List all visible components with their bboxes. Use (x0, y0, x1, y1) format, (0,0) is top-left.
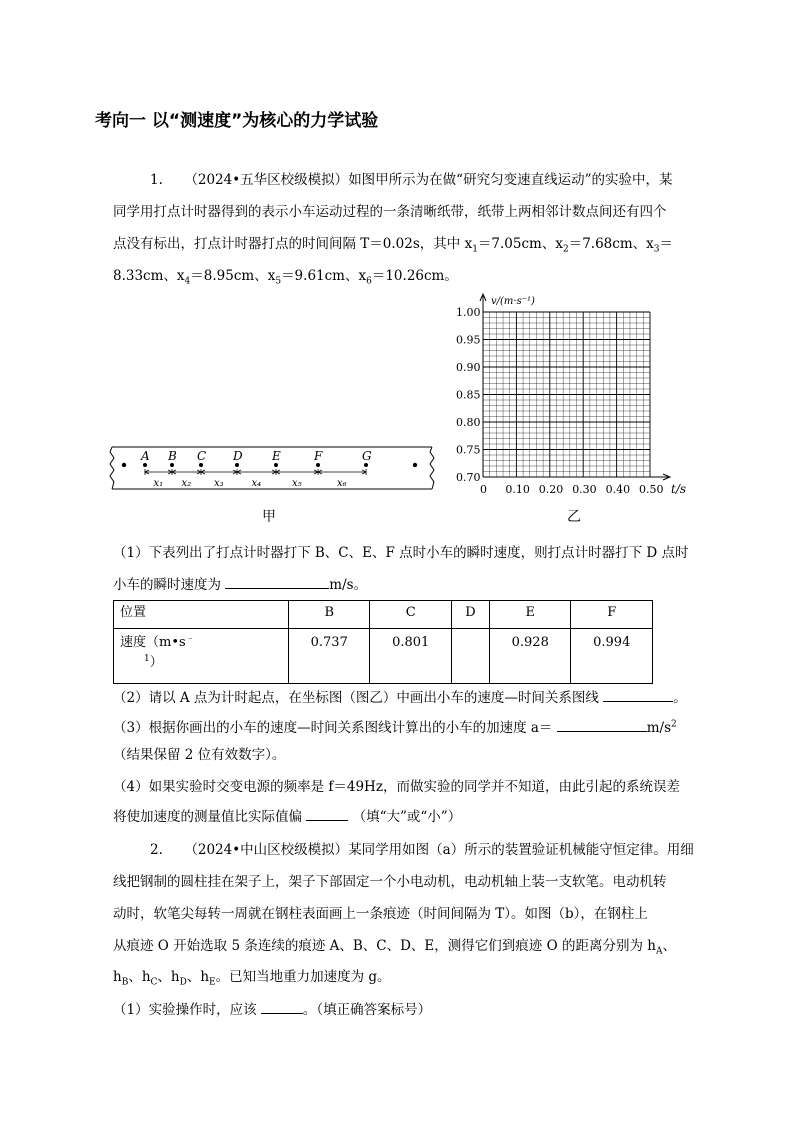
figure-jia-caption: 甲 (262, 509, 276, 525)
graph-x-tick: 0.40 (605, 483, 631, 496)
answer-blank-operation[interactable] (261, 999, 303, 1014)
q1-part3-note: （结果保留 2 位有效数字）。 (113, 747, 286, 763)
tape-point (199, 463, 203, 467)
tape-hole-left (122, 463, 126, 467)
tape-point (143, 463, 147, 467)
answer-blank-graph[interactable] (603, 687, 673, 702)
tape-point-label: C (197, 449, 207, 463)
graph-y-tick: 0.95 (456, 333, 481, 347)
q1-line1 (150, 170, 673, 190)
q1-text-1: 如图甲所示为在做“研究匀变速直线运动”的实验中，某 (348, 172, 673, 188)
table-header-cell: F (571, 601, 653, 629)
figure-yi-caption: 乙 (567, 509, 581, 525)
graph-y-tick: 0.80 (456, 416, 481, 429)
graph-y-tick: 0.70 (456, 471, 481, 484)
tape-point-label: D (233, 449, 243, 463)
q1-source: （2024•五华区校级模拟） (184, 172, 349, 188)
tape-segment-label: x₃ (214, 478, 224, 489)
q2-line5: $h_B$、$h_C$、$h_D$、$h_E$。已知当地重力加速度为 g。 (113, 969, 391, 988)
table-cell: 0.737 (289, 629, 370, 684)
tape-point-label: B (168, 449, 177, 463)
table-header-cell: 位置 (114, 601, 289, 629)
tape-point (274, 463, 278, 467)
tape-point (170, 463, 174, 467)
graph-y-tick: 1.00 (456, 306, 481, 319)
q2-line4: 从痕迹 O 开始选取 5 条连续的痕迹 A、B、C、D、E，测得它们到痕迹 O 的距离分别为 $h_A$、 (113, 938, 676, 957)
table-header-row (114, 601, 653, 629)
tape-point (316, 463, 320, 467)
answer-blank-bias[interactable] (306, 806, 348, 821)
tape-segment-label: x₁ (153, 478, 164, 489)
q1-line3: 点没有标出，打点计时器打点的时间间隔 T＝0.02s，其中 $x_1=7.05cm$、$x_2=7.68cm$、$x_3=$ (113, 236, 673, 255)
q2-number: 2. (150, 842, 163, 858)
table-header-cell: E (490, 601, 571, 629)
table-data-row (114, 629, 653, 684)
graph-y-tick: 0.75 (456, 443, 481, 457)
answer-blank-d-velocity[interactable] (225, 574, 329, 589)
q1-line2: 同学用打点计时器得到的表示小车运动过程的一条清晰纸带，纸带上两相邻计数点间还有四个 (113, 204, 667, 220)
vt-graph (440, 290, 700, 500)
graph-x-tick: 0 (480, 483, 487, 496)
q1-part1-line1: （1）下表列出了打点计时器打下 B、C、E、F 点时小车的瞬时速度，则打点计时器打下 D 点时 (113, 545, 689, 561)
tape-point-label: A (141, 449, 150, 463)
tape-segment-label: x₄ (251, 478, 262, 489)
tape-segment-label: x₅ (292, 478, 302, 489)
q2-source: （2024•中山区校级模拟） (184, 842, 349, 858)
table-cell-d-answer[interactable] (451, 629, 489, 684)
graph-x-tick: 0.20 (538, 483, 564, 496)
table-header-cell: B (289, 601, 370, 629)
graph-x-label: t/s (671, 482, 687, 496)
q1-part2: （2）请以 A 点为计时起点，在坐标图（图乙）中画出小车的速度—时间关系图线 。 (113, 687, 687, 708)
graph-x-tick: 0.30 (572, 483, 597, 496)
q2-line1: 2. （2024•中山区校级模拟）某同学用如图（a）所示的装置验证机械能守恒定律。用细 (150, 842, 694, 858)
tape-point (364, 463, 368, 467)
tape-point-label: E (272, 449, 281, 463)
paper-tape-figure (108, 440, 440, 500)
section-heading: 考向一 以“测速度”为核心的力学试验 (95, 111, 379, 131)
table-cell: 0.801 (370, 629, 451, 684)
graph-y-label: v/(m·s⁻¹) (491, 296, 535, 307)
table-row-label: 速度（m•s﹣ $^1$） (114, 629, 289, 684)
q2-line3: 动时，软笔尖每转一周就在钢柱表面画上一条痕迹（时间间隔为 T）。如图（b），在钢柱上 (113, 906, 648, 922)
graph-x-tick: 0.10 (505, 483, 530, 496)
q1-part3: （3）根据你画出的小车的速度—时间关系图线计算出的小车的加速度 $a= m/s^2$ (113, 717, 677, 738)
tape-segment-label: x₂ (181, 478, 192, 489)
q1-number: 1. (150, 172, 163, 188)
velocity-table (113, 600, 653, 684)
graph-x-tick: 0.50 (639, 483, 664, 496)
q1-line4: 8.33cm、$x_4=8.95cm$、$x_5=9.61cm$、$x_6=10.26cm$。 (113, 268, 458, 287)
q1-part4-line1: （4）如果实验时交变电源的频率是 f＝49Hz，而做实验的同学并不知道，由此引起的系统误差 (113, 779, 680, 795)
table-cell: 0.928 (490, 629, 571, 684)
tape-segment-label: x₆ (337, 478, 347, 489)
tape-point-label: F (314, 449, 323, 463)
table-cell: 0.994 (571, 629, 653, 684)
answer-blank-acceleration[interactable] (557, 717, 647, 732)
graph-y-tick: 0.85 (456, 388, 481, 402)
graph-y-tick: 0.90 (456, 361, 481, 374)
tape-hole-right (413, 463, 417, 467)
table-header-cell: D (451, 601, 489, 629)
tape-point (235, 463, 239, 467)
q2-part1: （1）实验操作时，应该 。（填正确答案标号） (113, 999, 431, 1020)
tape-point-label: G (362, 449, 372, 463)
q2-line2: 线把钢制的圆柱挂在架子上，架子下部固定一个小电动机，电动机轴上装一支软笔。电动机转 (113, 874, 667, 890)
q1-part1-line2: 小车的瞬时速度为 m/s。 (113, 574, 367, 595)
q1-part4-line2: 将使加速度的测量值比实际值偏 （填“大”或“小”） (113, 806, 461, 827)
table-header-cell: C (370, 601, 451, 629)
